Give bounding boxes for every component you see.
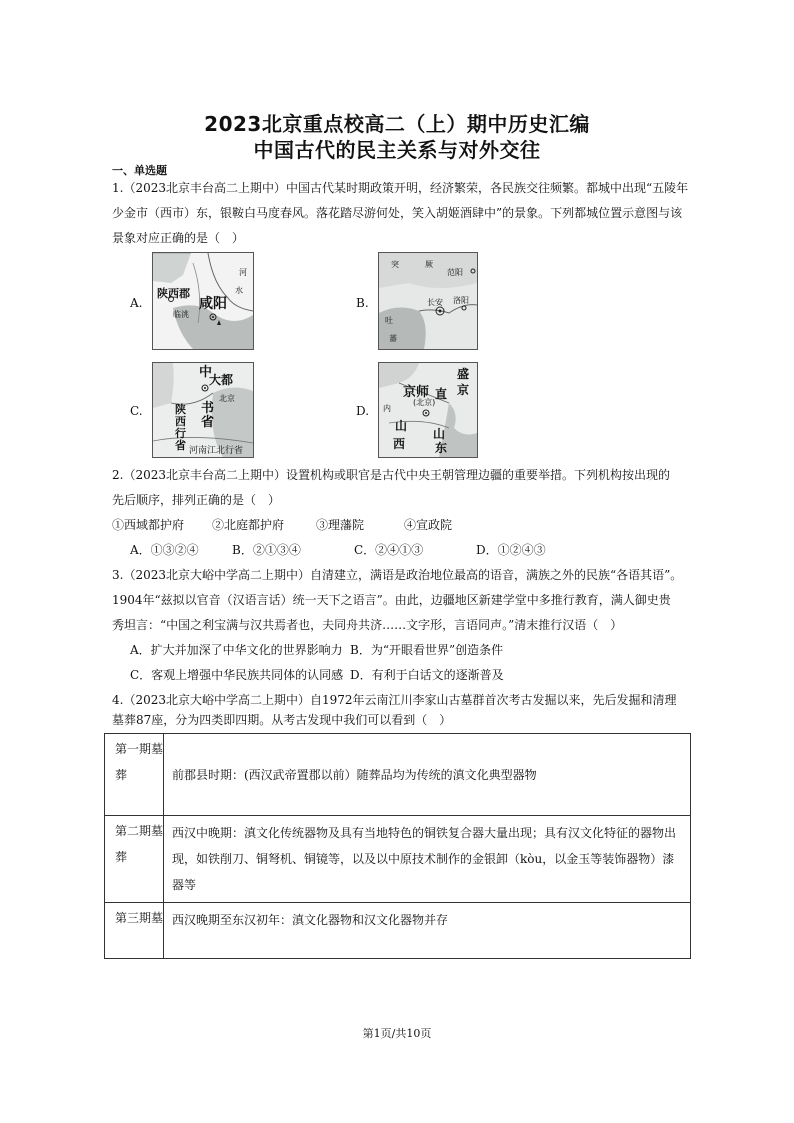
question-3-line-3: 秀坦言：“中国之利宝满与汉共焉者也，夫同舟共济……文字形，言语同声。”清末推行汉语（ ） <box>112 618 623 632</box>
map-a-label-4: 河 <box>239 268 247 277</box>
q1-option-d-label: D. <box>356 404 370 418</box>
map-c-label-7: 西 <box>175 415 186 428</box>
q3-option-b: B．为“开眼看世界”创造条件 <box>350 643 504 657</box>
doc-subtitle: 中国古代的民主关系与对外交往 <box>253 138 541 162</box>
q1-option-b-label: B. <box>356 296 369 310</box>
question-2-line-1: 2.（2023北京丰台高二上期中）设置机构或职官是古代中央王朝管理边疆的重要举措。下列机构按出现的 <box>112 468 670 482</box>
table-row <box>105 903 691 959</box>
q2-item-1: ①西域都护府 <box>112 518 185 532</box>
question-3-line-1: 3.（2023北京大峪中学高二上期中）自清建立，满语是政治地位最高的语音，满族之外的民族“各语其语”。 <box>112 568 683 582</box>
map-c-label-5: 北京 <box>219 394 235 403</box>
map-a-label-1: 陕西郡 <box>157 287 190 300</box>
q1-option-a-label: A. <box>130 296 143 310</box>
question-3-line-2: 1904年“兹拟以官音（汉语言话）统一天下之语言”。由此，边疆地区新建学堂中多推行教育，满人御史贵 <box>112 593 671 607</box>
q3-option-c: C．客观上增强中华民族共同体的认同感 <box>130 668 344 682</box>
q2-option-c: C．②④①③ <box>354 543 424 557</box>
question-4-line-2: 墓葬87座，分为四类即四期。从考古发现中我们可以看到（ ） <box>112 713 452 727</box>
map-c-label-6: 陕 <box>175 403 186 416</box>
map-a-label-5: 水 <box>235 286 243 295</box>
map-d-label-3: (北京) <box>413 398 436 407</box>
table-row-content: 前郡县时期：(西汉武帝置郡以前）随葬品均为传统的滇文化典型器物 <box>164 734 691 816</box>
q2-item-4: ④宣政院 <box>404 518 453 532</box>
map-b-label-3: 范阳 <box>447 268 463 277</box>
table-row-head: 第三期墓 <box>105 903 164 959</box>
q2-option-d: D．①②④③ <box>476 543 546 557</box>
table-row <box>105 816 691 903</box>
map-d-label-1: 京师 <box>403 385 430 400</box>
map-b-label-1: 突 <box>391 260 399 269</box>
q2-option-a: A．①③②④ <box>130 543 199 557</box>
section-label: 一、单选题 <box>112 164 167 177</box>
map-a-label-2: 咸阳 <box>199 296 227 312</box>
q1-map-a <box>152 252 254 350</box>
table-row <box>105 734 691 816</box>
question-2-line-2: 先后顺序，排列正确的是（ ） <box>112 493 281 507</box>
map-b-label-5: 洛阳 <box>453 296 469 305</box>
q1-map-b <box>378 252 478 350</box>
q3-option-d: D．有利于白话文的逐渐普及 <box>350 668 504 682</box>
map-c-label-9: 省 <box>175 439 186 452</box>
question-1-text: 1.（2023北京丰台高二上期中）中国古代某时期政策开明，经济繁荣，各民族交往频繁。都城中出现“五陵年少金市（西市）东，银鞍白马度春风。落花踏尽游何处，笑入胡姬酒肆中”的景象。下列都城位置示意图与该景象对应正确的是（ ） <box>112 181 689 245</box>
map-c-label-2: 大都 <box>209 373 234 387</box>
map-a-label-3: 临洮 <box>173 310 189 319</box>
map-b-label-7: 蕃 <box>389 334 397 343</box>
map-d-label-6: 山 <box>395 419 408 433</box>
table-row-content: 西汉晚期至东汉初年：滇文化器物和汉文化器物并存 <box>164 903 691 959</box>
q3-option-a: A．扩大并加深了中华文化的世界影响力 <box>130 643 343 657</box>
q1-map-c <box>152 362 254 458</box>
q2-item-2: ②北庭都护府 <box>212 518 285 532</box>
table-row-head: 第二期墓葬 <box>105 816 164 903</box>
map-d-label-7: 西 <box>393 437 406 451</box>
map-b-label-4: 长安 <box>427 298 443 307</box>
q1-map-d <box>378 362 478 458</box>
map-b-label-6: 吐 <box>385 316 393 325</box>
map-d-label-2: 直 <box>435 387 448 401</box>
map-b-label-2: 厥 <box>425 260 433 269</box>
question-4-line-1: 4.（2023北京大峪中学高二上期中）自1972年云南江川李家山古墓群首次考古发掘以来，先后发掘和清理 <box>112 693 677 707</box>
map-c-label-10: 河南江北行省 <box>189 446 244 456</box>
page-footer: 第1页/共10页 <box>362 1027 432 1040</box>
map-d-label-5: 京 <box>457 383 470 397</box>
map-c-label-3: 书 <box>201 401 215 416</box>
map-c-label-4: 省 <box>201 415 215 430</box>
map-d-label-4: 盛 <box>457 367 470 381</box>
table-row-head: 第一期墓葬 <box>105 734 164 816</box>
map-d-label-8: 山 <box>433 427 446 441</box>
q2-option-b: B．②①③④ <box>232 543 301 557</box>
burial-periods-table <box>104 733 691 959</box>
map-d-label-9: 东 <box>435 441 448 455</box>
map-c-label-8: 行 <box>175 427 186 440</box>
map-d-label-10: 内 <box>383 404 391 413</box>
map-c-label-1: 中 <box>199 365 213 380</box>
q1-option-c-label: C. <box>130 404 143 418</box>
table-row-content: 西汉中晚期：滇文化传统器物及具有当地特色的铜铁复合器大量出现；具有汉文化特征的器物出现，如铁削刀、铜弩机、铜镜等，以及以中原技术制作的金银卸（kòu，以金玉等装饰器物）漆器等 <box>164 816 691 903</box>
doc-title: 2023北京重点校高二（上）期中历史汇编 <box>204 112 590 136</box>
q2-item-3: ③理藩院 <box>316 518 365 532</box>
